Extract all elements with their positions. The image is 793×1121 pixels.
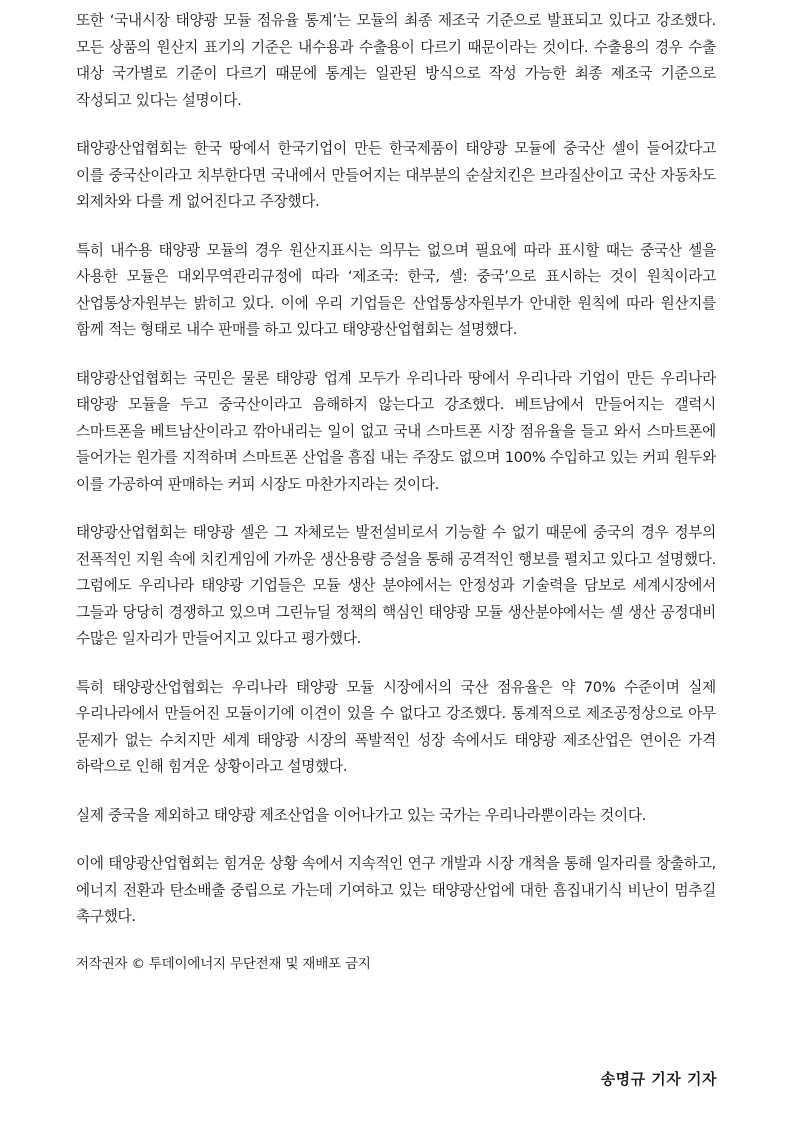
paragraph-7: 실제 중국을 제외하고 태양광 제조산업을 이어나가고 있는 국가는 우리나라뿐이라는 것이다. [76, 806, 647, 824]
article-body [76, 8, 716, 975]
paragraph-6: 특히 태양광산업협회는 우리나라 태양광 모듈 시장에서의 국산 점유율은 약 70% 수준이며 실제 우리나라에서 만들어진 모듈이기에 이견이 있을 수 없다고 강조했다. 통계적으로 제조공정상으로 아무 문제가 없는 수치지만 세계 태양광 시장의 폭발적인 성장 속에서도 태양광 제조산업은 연이은 가격 하락으로 인해 힘겨운 상황이라고 설명했다. [76, 678, 716, 775]
reporter-byline: 송명규 기자 기자 [600, 1070, 717, 1088]
paragraph-1: 또한 ‘국내시장 태양광 모듈 점유율 통계’는 모듈의 최종 제조국 기준으로 발표되고 있다고 강조했다. 모든 상품의 원산지 표기의 기준은 내수용과 수출용이 다르기 때문이라는 것이다. 수출용의 경우 수출 대상 국가별로 기준이 다르기 때문에 통계는 일관된 방식으로 작성 가능한 최종 제조국 기준으로 작성되고 있다는 설명이다. [76, 12, 716, 109]
paragraph-8: 이에 태양광산업협회는 힘겨운 상황 속에서 지속적인 연구 개발과 시장 개척을 통해 일자리를 창출하고, 에너지 전환과 탄소배출 중립으로 가는데 기여하고 있는 태양광산업에 대한 흠집내기식 비난이 멈추길 촉구했다. [76, 855, 716, 925]
paragraph-4: 태양광산업협회는 국민은 물론 태양광 업계 모두가 우리나라 땅에서 우리나라 기업이 만든 우리나라 태양광 모듈을 두고 중국산이라고 음해하지 않는다고 강조했다. 베트남에서 만들어지는 갤럭시 스마트폰을 베트남산이라고 깎아내리는 일이 없고 국내 스마트폰 시장 점유율을 들고 와서 스마트폰에 들어가는 원가를 지적하며 스마트폰 산업을 흠집 내는 주장도 없으며 100% 수입하고 있는 커피 원두와 이를 가공하여 판매하는 커피 시장도 마찬가지라는 것이다. [76, 369, 716, 493]
paragraph-3: 특히 내수용 태양광 모듈의 경우 원산지표시는 의무는 없으며 필요에 따라 표시할 때는 중국산 셀을 사용한 모듈은 대외무역관리규정에 따라 ‘제조국: 한국, 셀: 중국’으로 표시하는 것이 원칙이라고 산업통상자원부는 밝히고 있다. 이에 우리 기업들은 산업통상자원부가 안내한 원칙에 따라 원산지를 함께 적는 형태로 내수 판매를 하고 있다고 태양광산업협회는 설명했다. [76, 241, 716, 338]
paragraph-5: 태양광산업협회는 태양광 셀은 그 자체로는 발전설비로서 기능할 수 없기 때문에 중국의 경우 정부의 전폭적인 지원 속에 치킨게임에 가까운 생산용량 증설을 통해 공격적인 행보를 펼치고 있다고 설명했다. 그럼에도 우리나라 태양광 기업들은 모듈 생산 분야에서는 안정성과 기술력을 담보로 세계시장에서 그들과 당당히 경쟁하고 있으며 그린뉴딜 정책의 핵심인 태양광 모듈 생산분야에서는 셀 생산 공정대비 수많은 일자리가 만들어지고 있다고 평가했다. [76, 524, 716, 647]
copyright-notice: 저작권자 © 투데이에너지 무단전재 및 재배포 금지 [76, 955, 371, 972]
paragraph-2: 태양광산업협회는 한국 땅에서 한국기업이 만든 한국제품이 태양광 모듈에 중국산 셀이 들어갔다고 이를 중국산이라고 치부한다면 국내에서 만들어지는 대부분의 순살치킨은 브라질산이고 국산 자동차도 외제차와 다를 게 없어진다고 주장했다. [76, 140, 716, 210]
